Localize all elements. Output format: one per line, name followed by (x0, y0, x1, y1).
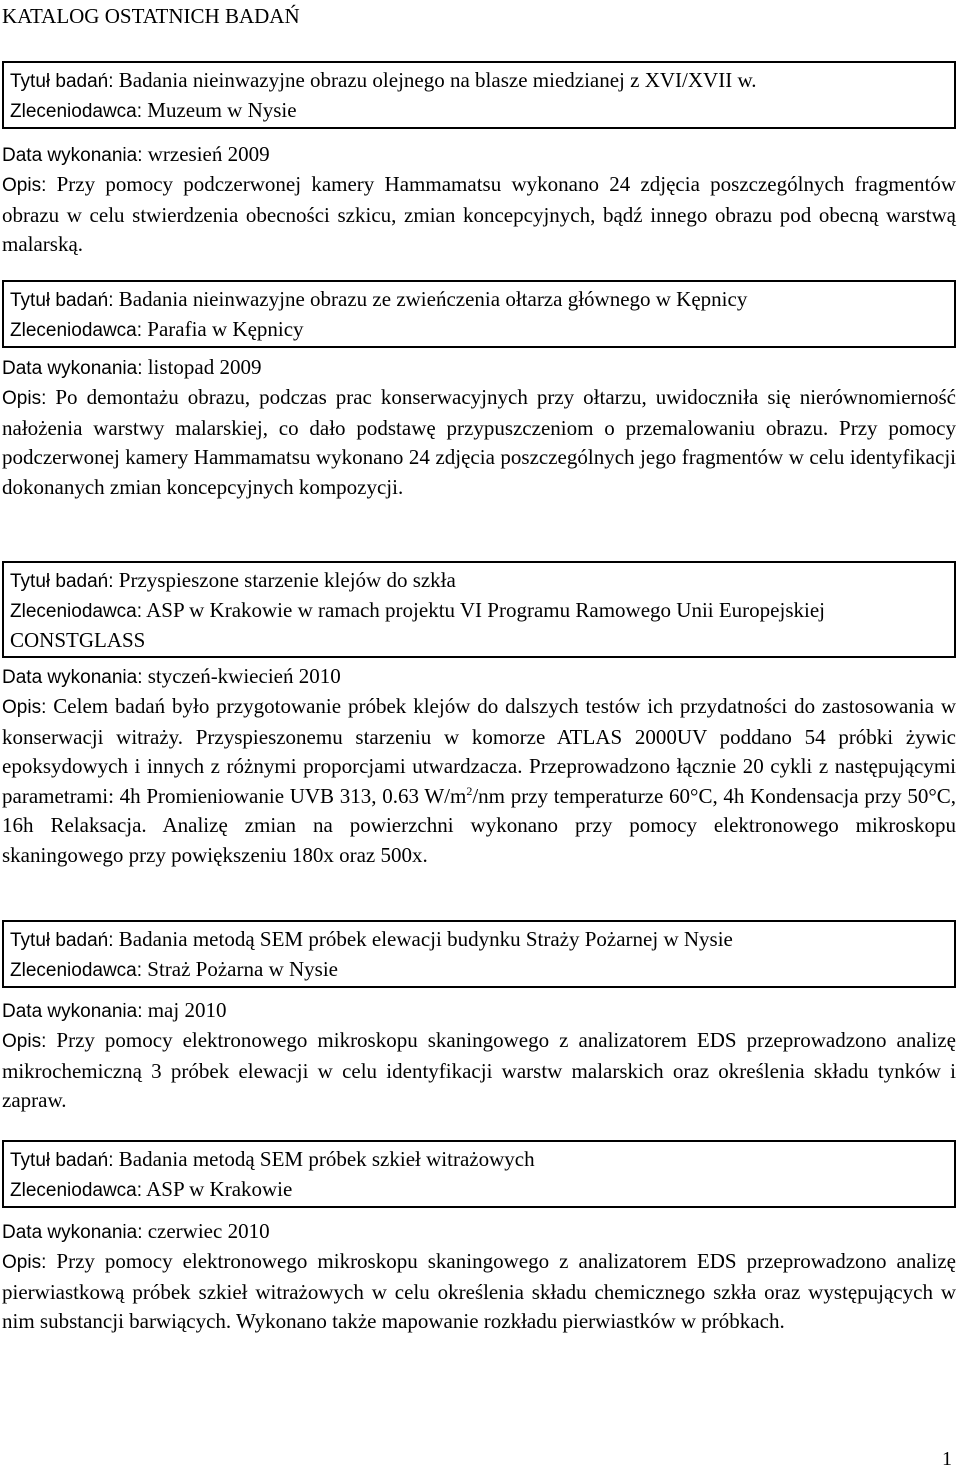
entry-title: Badania metodą SEM próbek elewacji budynku Straży Pożarnej w Nysie (118, 927, 733, 951)
entry-description-text: Przy pomocy podczerwonej kamery Hammamatsu wykonano 24 zdjęcia poszczególnych fragmentów obrazu w celu stwierdzenia obecności szkicu, zmian koncepcyjnych, bądź innego obrazu pod obecną warstwą malarską. (2, 172, 957, 256)
title-label: Tytuł badań: (10, 290, 114, 311)
catalog-entry (2, 1140, 956, 1337)
entry-description-text: Celem badań było przygotowanie próbek klejów do dalszych testów ich przydatności do zastosowania w konserwacji witraży. Przyspieszonemu starzeniu w komorze ATLAS 2000UV poddano 54 próbki żywic epoksydowych i innych z różnymi proporcjami utwardzacza. Przeprowadzono łącznie 20 cykli z następującymi parametrami: 4h Promieniowanie UVB 313, 0.63 W/m (2, 694, 957, 808)
page-number: 1 (942, 1448, 952, 1470)
entry-title-line (10, 925, 948, 955)
entry-date: wrzesień 2009 (147, 142, 270, 166)
entry-client-line (10, 96, 948, 126)
entry-description-text: Przy pomocy elektronowego mikroskopu skaningowego z analizatorem EDS przeprowadzono analizę mikrochemiczną 3 próbek elewacji w celu identyfikacji warstw malarskich oraz określenia składu tynków i zapraw. (2, 1028, 957, 1112)
entry-date-line (2, 1217, 956, 1247)
desc-label: Opis: (2, 388, 47, 409)
title-label: Tytuł badań: (10, 71, 114, 92)
client-label: Zleceniodawca: (10, 320, 143, 341)
entry-date-line (2, 140, 956, 170)
title-label: Tytuł badań: (10, 571, 114, 592)
desc-label: Opis: (2, 1031, 47, 1052)
date-label: Data wykonania: (2, 1222, 143, 1243)
entry-description (2, 692, 956, 870)
entry-header-box (2, 280, 956, 348)
entry-description (2, 170, 956, 260)
catalog-entry (2, 61, 956, 260)
entry-description (2, 1247, 956, 1337)
entry-description-text-continued: /nm przy temperaturze 60°C, 4h Kondensacja przy 50°C, 16h Relaksacja. Analizę zmian na powierzchni wykonano przy pomocy elektronowego mikroskopu skaningowego przy powiększeniu 180x oraz 500x. (2, 783, 956, 867)
desc-label: Opis: (2, 1252, 47, 1273)
date-label: Data wykonania: (2, 1001, 143, 1022)
title-label: Tytuł badań: (10, 1150, 114, 1171)
entry-client: Muzeum w Nysie (147, 98, 297, 122)
entry-description (2, 383, 956, 502)
entry-date: czerwiec 2010 (147, 1219, 270, 1243)
entry-title: Badania nieinwazyjne obrazu ze zwieńczenia ołtarza głównego w Kępnicy (118, 287, 748, 311)
client-label: Zleceniodawca: (10, 101, 143, 122)
entry-date: listopad 2009 (147, 355, 262, 379)
entry-title: Przyspieszone starzenie klejów do szkła (118, 568, 456, 592)
entry-client-line (10, 596, 948, 655)
entry-date-line (2, 662, 956, 692)
entry-title: Badania nieinwazyjne obrazu olejnego na blasze miedzianej z XVI/XVII w. (118, 68, 757, 92)
entry-title-line (10, 1145, 948, 1175)
entry-description (2, 1026, 956, 1116)
date-label: Data wykonania: (2, 667, 143, 688)
client-label: Zleceniodawca: (10, 601, 143, 622)
entry-date: styczeń-kwiecień 2010 (147, 664, 341, 688)
entry-client-line (10, 1175, 948, 1205)
entry-title-line (10, 566, 948, 596)
entry-header-box (2, 920, 956, 988)
entry-date: maj 2010 (147, 998, 227, 1022)
entry-description-text: Po demontażu obrazu, podczas prac konserwacyjnych przy ołtarzu, uwidoczniła się nierównomierność nałożenia warstwy malarskiej, co dało podstawę przypuszczeniom o przemalowaniu obrazu. Przy pomocy podczerwonej kamery Hammamatsu wykonano 24 zdjęcia poszczególnych jego fragmentów w celu identyfikacji dokonanych zmian koncepcyjnych kompozycji. (2, 385, 957, 499)
desc-label: Opis: (2, 697, 47, 718)
entry-date-line (2, 353, 956, 383)
entry-description-text: Przy pomocy elektronowego mikroskopu skaningowego z analizatorem EDS przeprowadzono analizę pierwiastkową próbek szkieł witrażowych w celu określenia składu chemicznego szkła oraz występujących w nim substancji barwiących. Wykonano także mapowanie rozkładu pierwiastków w próbkach. (2, 1249, 957, 1333)
catalog-entry (2, 280, 956, 502)
title-label: Tytuł badań: (10, 930, 114, 951)
entry-client: Straż Pożarna w Nysie (147, 957, 338, 981)
entry-date-line (2, 996, 956, 1026)
superscript-exponent: 2 (466, 783, 473, 798)
catalog-entry (2, 561, 956, 870)
entry-client: Parafia w Kępnicy (147, 317, 304, 341)
entry-title-line (10, 285, 948, 315)
date-label: Data wykonania: (2, 358, 143, 379)
entry-header-box (2, 561, 956, 658)
entry-client-line (10, 955, 948, 985)
entry-client: ASP w Krakowie (146, 1177, 293, 1201)
entry-client-line (10, 315, 948, 345)
entry-client: ASP w Krakowie w ramach projektu VI Programu Ramowego Unii Europejskiej CONSTGLASS (10, 598, 825, 652)
entry-title-line (10, 66, 948, 96)
entry-header-box (2, 61, 956, 129)
page-title: KATALOG OSTATNICH BADAŃ (2, 4, 300, 28)
desc-label: Opis: (2, 175, 47, 196)
date-label: Data wykonania: (2, 145, 143, 166)
entry-header-box (2, 1140, 956, 1208)
client-label: Zleceniodawca: (10, 1180, 143, 1201)
client-label: Zleceniodawca: (10, 960, 143, 981)
catalog-entry (2, 920, 956, 1116)
entry-title: Badania metodą SEM próbek szkieł witrażowych (118, 1147, 535, 1171)
